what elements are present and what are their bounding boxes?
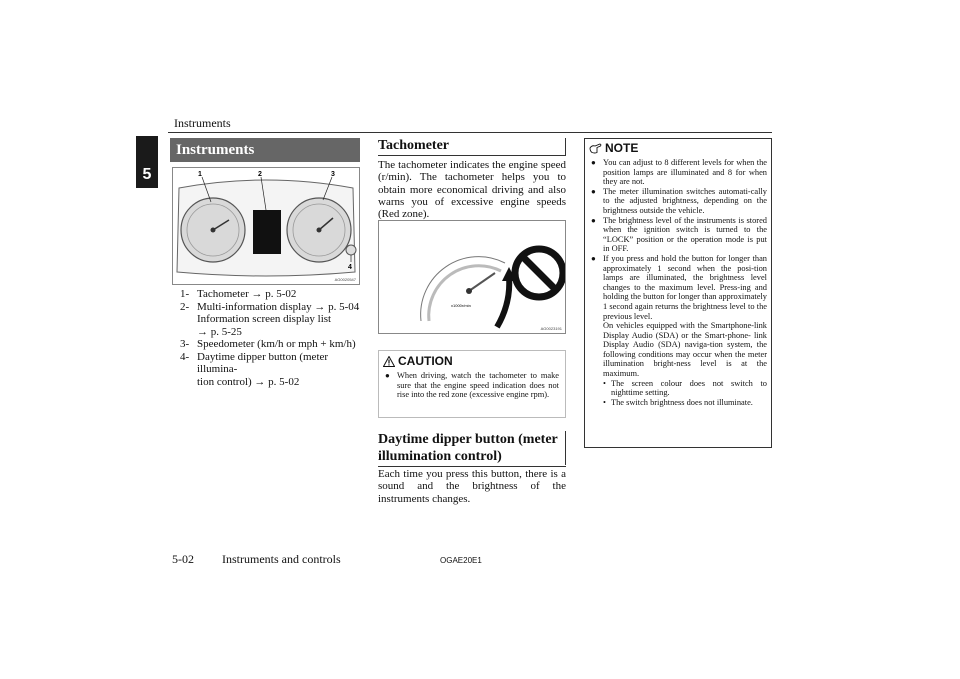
caution-text: When driving, watch the tachometer to make sure that the engine speed indication does not rise into the red zone (excessive engine rpm).: [397, 371, 559, 400]
figure-code: AG0020547: [334, 277, 356, 282]
heading-rule: [565, 431, 566, 465]
dipper-heading: Daytime dipper button (meter illumination control): [378, 431, 566, 467]
list-item-line: tion control) → p. 5-02: [197, 375, 300, 388]
caution-box: [378, 350, 566, 418]
tachometer-illustration: [379, 221, 565, 333]
list-item-line: Information screen display list: [197, 313, 332, 325]
list-item-line: → p. 5-25: [197, 325, 242, 338]
note-sub-bullet: • The switch brightness does not illuminate.: [603, 397, 753, 407]
dipper-text: Each time you press this button, there is a sound and the brightness of the instruments changes.: [378, 468, 566, 505]
list-item: 2- Multi-information display → p. 5-04: [180, 300, 360, 313]
callout-1: 1: [198, 171, 202, 178]
note-bullet: ● The brightness level of the instruments is stored when the ignition switch is turned to the “LOCK” position or the operation mode is put in OFF.: [591, 215, 767, 254]
instrument-cluster-figure: [172, 167, 360, 285]
note-bullet: ● You can adjust to 8 different levels for when the position lamps are illuminated and 8 for when they are not.: [591, 158, 767, 187]
callout-2: 2: [258, 171, 262, 178]
tachometer-heading: Tachometer: [378, 138, 566, 156]
callout-list: [180, 288, 362, 388]
page-number: 5-02: [172, 552, 194, 566]
note-label: NOTE: [605, 141, 639, 155]
list-item: 1- Tachometer → p. 5-02: [180, 288, 297, 300]
caution-label: CAUTION: [398, 354, 453, 368]
callout-4: 4: [348, 264, 352, 271]
heading-rule: [565, 138, 566, 155]
running-head: Instruments: [174, 116, 231, 130]
note-bullet: ● If you press and hold the button for longer than approximately 1 second when the posi-tion lamps are illuminated, the brightness level changes to the maximum level. Press-ing and holding the button for longer than approximately 1 second again returns the brightness level to the previous level.: [591, 253, 767, 321]
note-sub-bullet: • The screen colour does not switch to nighttime setting.: [603, 378, 767, 398]
note-hand-icon: [589, 143, 602, 154]
gauge-unit-label: x1000r/min: [451, 303, 471, 308]
list-item: 4- Daytime dipper button (meter illumina-: [180, 350, 329, 375]
footer-code: OGAE20E1: [440, 556, 482, 565]
tachometer-figure: [378, 220, 566, 334]
note-bullet: ● The meter illumination switches automati-cally to the adjusted brightness, depending on the brightness outside the vehicle.: [591, 186, 767, 215]
section-title: Instruments: [170, 138, 360, 162]
warning-triangle-icon: [383, 356, 395, 367]
footer-title: Instruments and controls: [222, 552, 341, 566]
instrument-cluster-illustration: [173, 168, 359, 284]
header-rule: [168, 132, 772, 133]
callout-3: 3: [331, 171, 335, 178]
tachometer-text: The tachometer indicates the engine speed (r/min). The tachometer helps you to obtain more economical driving and also warns you of excessive engine speeds (Red zone).: [378, 159, 566, 221]
chapter-tab: 5: [136, 136, 158, 188]
note-box: [584, 138, 772, 448]
bullet-icon: ●: [385, 371, 390, 380]
figure-code: AG0023191: [540, 326, 562, 331]
note-extra-text: On vehicles equipped with the Smartphone-link Display Audio (SDA) or the Smart-phone- link Display Audio (SDA) naviga-tion system, the following conditions may occur when the meter illumination bright-ness level is at the maximum.: [603, 321, 767, 379]
list-item: 3- Speedometer (km/h or mph + km/h): [180, 338, 356, 350]
